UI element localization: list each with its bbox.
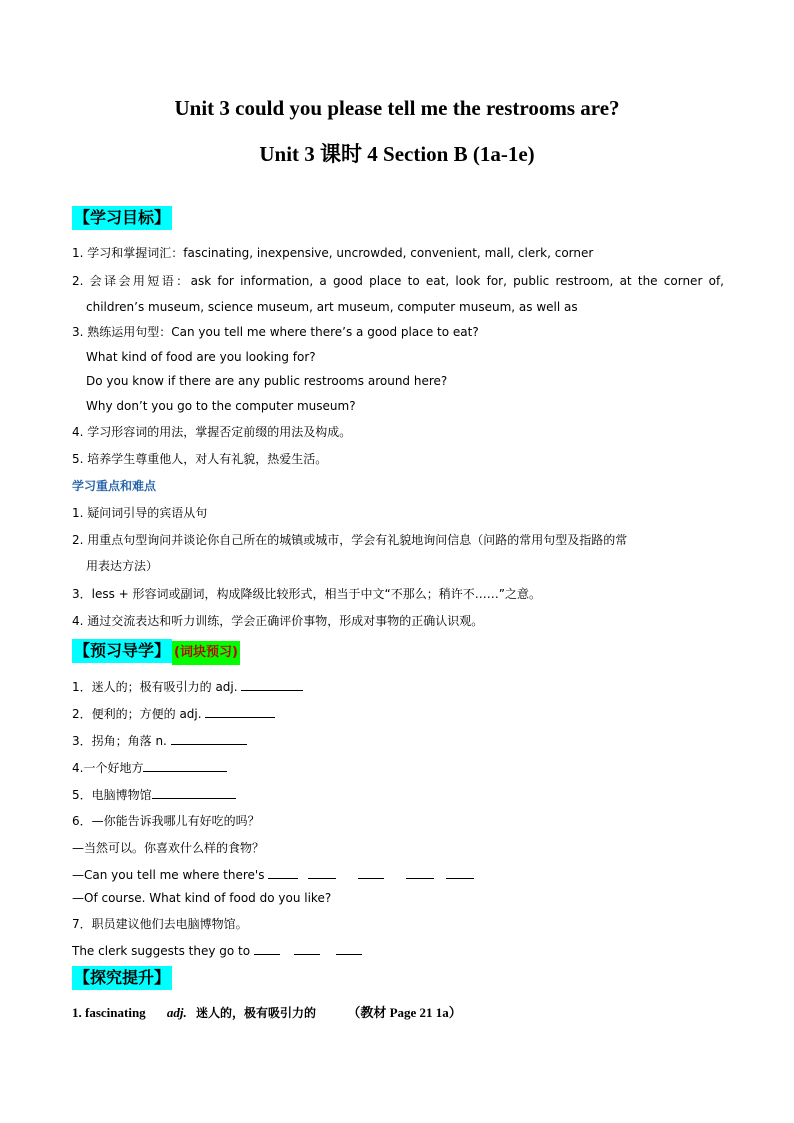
preview-item: [72, 786, 236, 803]
answer-blank[interactable]: [308, 866, 336, 879]
answer-blank[interactable]: [294, 942, 320, 955]
section-header-preview: 【预习导学】: [72, 639, 172, 663]
objective-item: What kind of food are you looking for?: [86, 350, 316, 364]
answer-blank[interactable]: [205, 705, 275, 718]
explore-item: [72, 1002, 462, 1021]
preview-item: 6．—你能告诉我哪儿有好吃的吗？: [72, 814, 260, 828]
explore-pos: adj.: [166, 1005, 187, 1020]
preview-item-text: 2．便利的；方便的 adj.: [72, 707, 206, 721]
preview-tag: (词块预习): [172, 641, 240, 665]
explore-meaning: 迷人的，极有吸引力的: [196, 1006, 317, 1020]
preview-item-text: The clerk suggests they go to: [72, 944, 251, 958]
objective-item: 5. 培养学生尊重他人，对人有礼貌，热爱生活。: [72, 452, 328, 466]
preview-item: [72, 732, 247, 749]
answer-blank[interactable]: [358, 866, 384, 879]
objective-item: Why don’t you go to the computer museum?: [86, 399, 356, 413]
answer-blank[interactable]: [143, 759, 227, 772]
keypoint-item: 4. 通过交流表达和听力训练，学会正确评价事物，形成对事物的正确认识观。: [72, 614, 484, 628]
preview-item: [72, 866, 474, 883]
objective-item: 2. 会译会用短语：ask for information, a good place to eat, look for, public restroom, at the corner of,: [72, 274, 724, 288]
preview-item-text: 5．电脑博物馆: [72, 788, 152, 802]
keypoint-item: 1. 疑问词引导的宾语从句: [72, 506, 208, 520]
section-header-explore: 【探究提升】: [72, 966, 172, 990]
answer-blank[interactable]: [446, 866, 474, 879]
keypoint-item: 用表达方法）: [86, 559, 159, 573]
answer-blank[interactable]: [171, 732, 247, 745]
preview-item: —当然可以。你喜欢什么样的食物？: [72, 841, 265, 855]
explore-reference: （教材 Page 21 1a）: [347, 1005, 462, 1020]
document-title: Unit 3 could you please tell me the restrooms are?: [174, 96, 620, 120]
answer-blank[interactable]: [254, 942, 280, 955]
preview-item: —Of course. What kind of food do you like?: [72, 891, 332, 905]
preview-item: [72, 759, 227, 776]
preview-item: [72, 705, 275, 722]
objective-item: 3. 熟练运用句型：Can you tell me where there’s a good place to eat?: [72, 325, 479, 339]
preview-item-text: —Can you tell me where there's: [72, 868, 265, 882]
preview-header-row: [72, 639, 240, 665]
answer-blank[interactable]: [268, 866, 298, 879]
keypoint-item: 2. 用重点句型询问并谈论你自己所在的城镇或城市，学会有礼貌地询问信息（问路的常用句型及指路的常: [72, 533, 628, 547]
preview-item-text: 3．拐角；角落 n.: [72, 734, 171, 748]
answer-blank[interactable]: [152, 786, 236, 799]
objective-item: 1. 学习和掌握词汇：fascinating, inexpensive, uncrowded, convenient, mall, clerk, corner: [72, 246, 594, 260]
preview-item-text: 4.一个好地方: [72, 761, 144, 775]
preview-item: [72, 678, 303, 695]
preview-item: [72, 942, 362, 959]
objective-item: Do you know if there are any public restrooms around here?: [86, 374, 448, 388]
section-header-objectives: 【学习目标】: [72, 206, 172, 230]
keypoint-item: 3．less + 形容词或副词，构成降级比较形式，相当于中文“不那么；稍许不……”之意。: [72, 587, 541, 601]
answer-blank[interactable]: [406, 866, 434, 879]
document-subtitle: Unit 3 课时 4 Section B (1a-1e): [259, 142, 535, 166]
preview-item: 7．职员建议他们去电脑博物馆。: [72, 917, 248, 931]
answer-blank[interactable]: [241, 678, 303, 691]
keypoints-heading: 学习重点和难点: [72, 479, 157, 493]
explore-word: 1. fascinating: [72, 1005, 146, 1020]
preview-item-text: 1．迷人的；极有吸引力的 adj.: [72, 680, 242, 694]
objective-item: 4. 学习形容词的用法，掌握否定前缀的用法及构成。: [72, 425, 352, 439]
objective-item: children’s museum, science museum, art museum, computer museum, as well as: [86, 300, 578, 314]
answer-blank[interactable]: [336, 942, 362, 955]
